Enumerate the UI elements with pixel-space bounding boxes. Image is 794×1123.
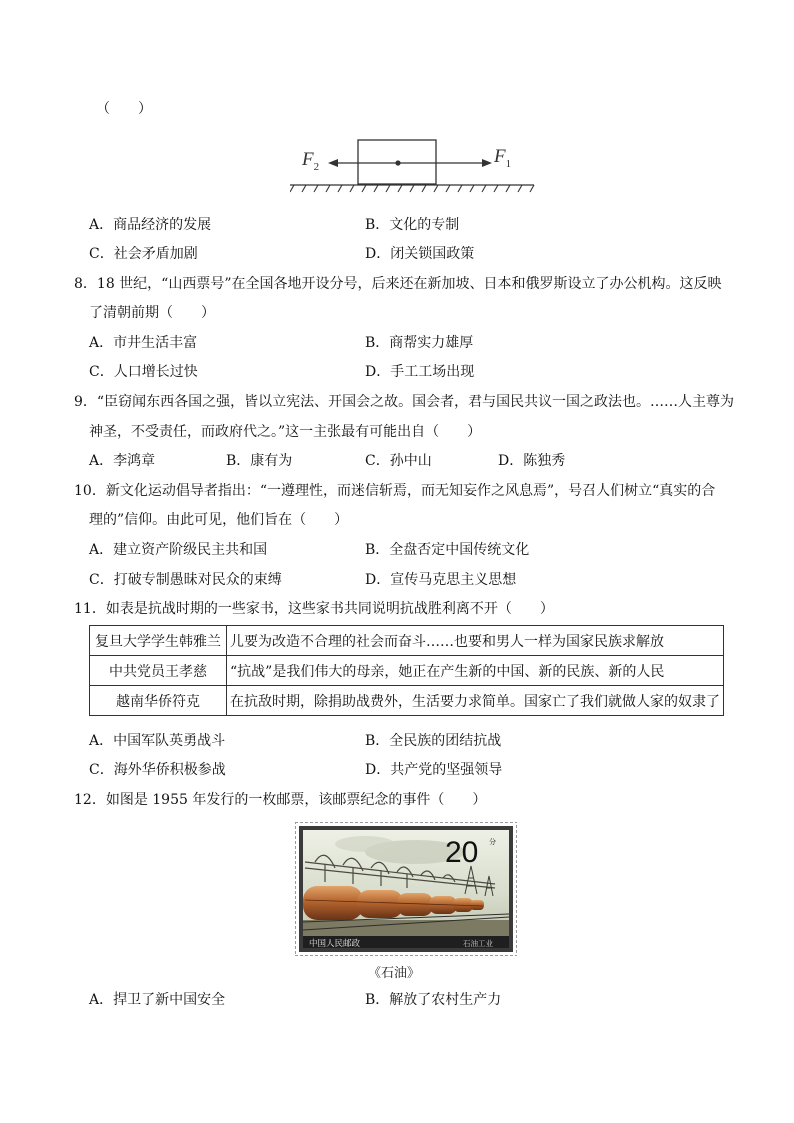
stamp-country: 中国人民邮政 bbox=[309, 939, 361, 949]
q10-stem-line1: 10．新文化运动倡导者指出：“一遵理性，而迷信斩焉，而无知妄作之风息焉”，号召人们树立“真实的合 bbox=[74, 483, 716, 499]
oil-stamp-image bbox=[295, 822, 517, 956]
q11-option-d[interactable]: D．共产党的坚强领导 bbox=[365, 762, 503, 778]
q7-option-a[interactable]: A．商品经济的发展 bbox=[89, 217, 212, 233]
f2-label: $F_2$ bbox=[302, 149, 320, 173]
q7-stem: （ ） bbox=[96, 101, 152, 117]
q11-option-a[interactable]: A．中国军队英勇战斗 bbox=[89, 733, 226, 749]
q11-option-c[interactable]: C．海外华侨积极参战 bbox=[89, 762, 226, 778]
q9-option-c[interactable]: C．孙中山 bbox=[365, 453, 432, 469]
q9-option-b[interactable]: B．康有为 bbox=[226, 453, 293, 469]
letter-excerpt: 儿要为改造不合理的社会而奋斗……也要和男人一样为国家民族求解放 bbox=[227, 626, 724, 656]
table-row bbox=[90, 686, 724, 716]
stamp-unit: 分 bbox=[489, 838, 496, 846]
q9-stem-line2: 神圣，不受责任，而政府代之。”这一主张最有可能出自（ ） bbox=[89, 424, 482, 440]
q10-option-a[interactable]: A．建立资产阶级民主共和国 bbox=[89, 542, 268, 558]
stamp-value: 20 bbox=[445, 836, 479, 869]
q8-option-b[interactable]: B．商帮实力雄厚 bbox=[365, 335, 474, 351]
q9-option-a[interactable]: A．李鸿章 bbox=[89, 453, 156, 469]
q7-option-c[interactable]: C．社会矛盾加剧 bbox=[89, 246, 198, 262]
stamp-industry: 石油工业 bbox=[463, 939, 493, 948]
q9-option-d[interactable]: D．陈独秀 bbox=[498, 453, 566, 469]
q11-option-b[interactable]: B．全民族的团结抗战 bbox=[365, 733, 502, 749]
family-letters-table bbox=[89, 625, 724, 716]
letter-author: 中共党员王孝慈 bbox=[90, 656, 227, 686]
q10-option-c[interactable]: C．打破专制愚昧对民众的束缚 bbox=[89, 572, 282, 588]
q8-stem-line1: 8．18 世纪，“山西票号”在全国各地开设分号，后来还在新加坡、日本和俄罗斯设立了办公机构。这反映 bbox=[74, 276, 722, 292]
q8-option-c[interactable]: C．人口增长过快 bbox=[89, 364, 198, 380]
table-row bbox=[90, 626, 724, 656]
table-row bbox=[90, 656, 724, 686]
q12-stem: 12．如图是 1955 年发行的一枚邮票，该邮票纪念的事件（ ） bbox=[74, 792, 487, 808]
q8-option-a[interactable]: A．市井生活丰富 bbox=[89, 335, 198, 351]
q7-option-d[interactable]: D．闭关锁国政策 bbox=[365, 246, 475, 262]
f1-label: $F_1$ bbox=[494, 146, 512, 170]
q8-option-d[interactable]: D．手工工场出现 bbox=[365, 364, 475, 380]
letter-author: 越南华侨符克 bbox=[90, 686, 227, 716]
q8-stem-line2: 了清朝前期（ ） bbox=[89, 305, 215, 321]
q7-option-b[interactable]: B．文化的专制 bbox=[365, 217, 460, 233]
letter-excerpt: 在抗敌时期，除捐助战费外，生活要力求简单。国家亡了我们就做人家的奴隶了 bbox=[227, 686, 724, 716]
q10-option-b[interactable]: B．全盘否定中国传统文化 bbox=[365, 542, 530, 558]
letter-excerpt: “抗战”是我们伟大的母亲，她正在产生新的中国、新的民族、新的人民 bbox=[227, 656, 724, 686]
q10-stem-line2: 理的”信仰。由此可见，他们旨在（ ） bbox=[89, 512, 349, 528]
ground-hatch bbox=[290, 185, 534, 192]
q10-option-d[interactable]: D．宣传马克思主义思想 bbox=[365, 572, 517, 588]
q12-option-b[interactable]: B．解放了农村生产力 bbox=[365, 992, 502, 1008]
q12-option-a[interactable]: A．捍卫了新中国安全 bbox=[89, 992, 226, 1008]
stamp-caption: 《石油》 bbox=[368, 966, 421, 981]
force-diagram bbox=[290, 132, 540, 202]
letter-author: 复旦大学学生韩雅兰 bbox=[90, 626, 227, 656]
q9-stem-line1: 9．“臣窃闻东西各国之强，皆以立宪法、开国会之故。国会者，君与国民共议一国之政法也。……人主尊为 bbox=[74, 394, 735, 410]
q11-stem: 11．如表是抗战时期的一些家书，这些家书共同说明抗战胜利离不开（ ） bbox=[74, 601, 554, 617]
